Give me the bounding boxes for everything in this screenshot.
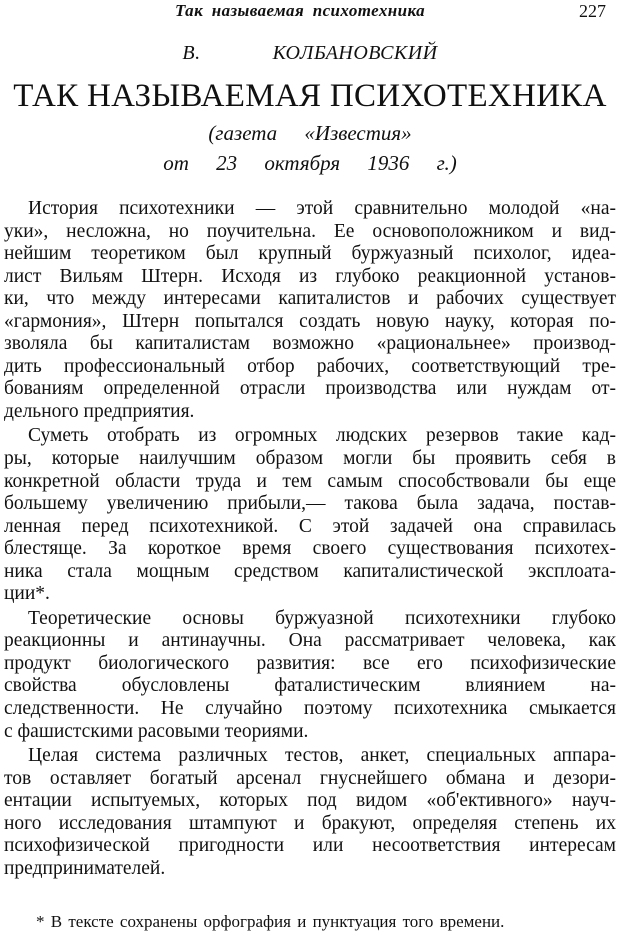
running-head: Так называемая психотехника [175,1,425,20]
text-line: предпринимателей. [4,857,166,879]
text-line: следственности. Не случайно поэтому психотехника смыкается [4,698,616,720]
text-line: реакционны и антинаучны. Она рассматривает человека, как [4,630,616,652]
text-line: История психотехники — этой сравнительно молодой «на- [28,198,616,219]
text-line: лист Вильям Штерн. Исходя из глубоко реакционной установ- [4,265,616,287]
text-line: ного исследования штампуют и бракуют, определяя степень их [4,812,616,834]
source-line-2: от 23 октября 1936 г.) [163,151,457,175]
text-line: большему увеличению прибыли,— такова была задача, постав- [4,493,616,515]
author-surname: КОЛБАНОВСКИЙ [272,42,438,64]
footnote: * В тексте сохранены орфография и пунктуация того времени. [36,912,505,931]
text-line: тов оставляет богатый арсенал гнуснейшего обмана и дезори- [4,767,616,789]
text-line: дельного предприятия. [4,400,195,422]
paragraph [4,745,616,880]
text-line: дить профессиональный отбор рабочих, соответствующий тре- [4,355,616,377]
text-line: Целая система различных тестов, анкет, специальных аппара- [28,745,616,767]
text-line: ции*. [4,583,50,605]
text-line: уки», несложна, но поучительна. Ее основоположником и вид- [4,220,616,242]
text-line: свойства обусловлены фаталистическим влиянием на- [4,675,616,697]
text-line: Суметь отобрать из огромных людских резервов такие кад- [28,425,616,447]
paragraph [4,608,616,743]
paragraph [4,198,616,423]
text-line: зволяла бы капиталистам возможно «рациональнее» производ- [4,333,616,355]
text-line: конкретной области труда и тем самым способствовали бы еще [4,470,616,492]
text-line: Теоретические основы буржуазной психотехники глубоко [28,607,616,629]
author-initial: В. [182,42,201,64]
text-line: ентации испытуемых, которых под видом «об'ективного» науч- [4,790,616,812]
page-number: 227 [579,1,606,21]
text-line: продукт биологического развития: все его психофизические [4,652,616,674]
text-line: психофизической пригодности или несоответствия интересам [4,835,616,857]
source-line-1: (газета «Известия» [208,121,412,145]
text-line: нейшим теоретиком был крупный буржуазный психолог, идеа- [4,243,616,265]
text-line: блестяще. За короткое время своего существования психотех- [4,538,616,560]
text-line: ки, что между интересами капиталистов и рабочих существует [4,288,616,310]
text-line: ленная перед психотехникой. С этой задачей она справилась [4,515,616,537]
paragraph [4,425,616,605]
text-line: бованиям определенной отрасли производства или нуждам от- [4,378,616,400]
article-body [4,198,616,882]
text-line: «гармония», Штерн попытался создать новую науку, которая по- [4,310,616,332]
article-title: ТАК НАЗЫВАЕМАЯ ПСИХОТЕХНИКА [13,78,607,114]
text-line: ры, которые наилучшим образом могли бы проявить себя в [4,448,616,470]
author-line [0,42,620,65]
text-line: с фашистскими расовыми теориями. [4,720,309,742]
text-line: ника стала мощным средством капиталистической эксплоата- [4,560,616,582]
